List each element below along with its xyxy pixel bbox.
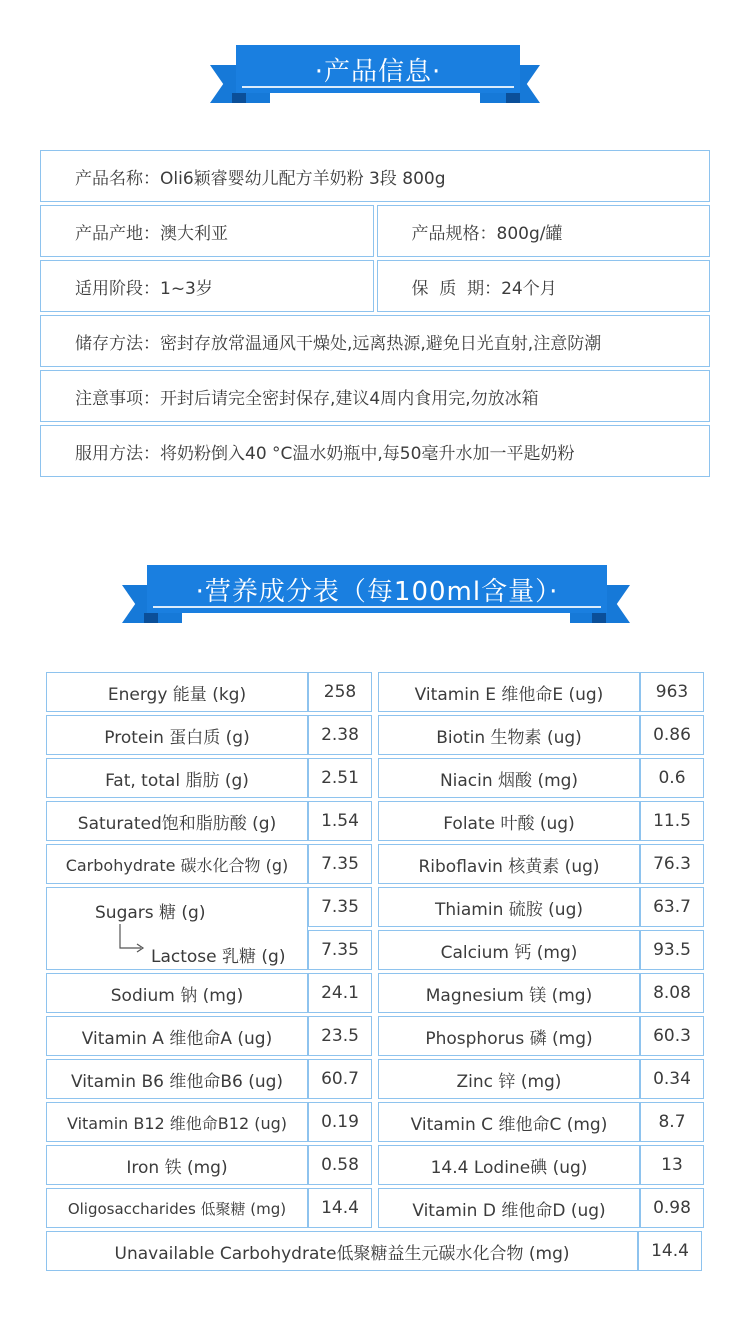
table-row <box>46 1231 704 1271</box>
ribbon-underline <box>242 86 514 88</box>
nutrient-name: Sodium 钠 (mg) <box>46 973 308 1013</box>
nutrient-value: 0.19 <box>308 1102 372 1142</box>
table-row <box>46 1102 704 1142</box>
info-stage: 适用阶段：1~3岁 <box>40 260 374 312</box>
sub-item-arrow-icon <box>119 924 145 954</box>
nutrient-value: 0.34 <box>640 1059 704 1099</box>
nutrient-value: 8.7 <box>640 1102 704 1142</box>
section-title-product-info: ·产品信息· <box>314 56 442 87</box>
info-shelf-life: 保 质 期：24个月 <box>377 260 711 312</box>
table-row <box>46 1188 704 1228</box>
info-origin: 产品产地：澳大利亚 <box>40 205 374 257</box>
nutrient-value: 2.51 <box>308 758 372 798</box>
nutrient-value: 14.4 <box>638 1231 702 1271</box>
nutrient-name: Fat, total 脂肪 (g) <box>46 758 308 798</box>
ribbon-underline <box>153 606 601 608</box>
ribbon-fold-left <box>232 93 246 103</box>
info-notice: 注意事项：开封后请完全密封保存,建议4周内食用完,勿放冰箱 <box>40 370 710 422</box>
nutrient-name: Vitamin E 维他命E (ug) <box>378 672 640 712</box>
nutrient-value: 7.35 <box>308 930 372 970</box>
nutrient-name: 14.4 Lodine碘 (ug) <box>378 1145 640 1185</box>
nutrient-value: 76.3 <box>640 844 704 884</box>
nutrient-name: Niacin 烟酸 (mg) <box>378 758 640 798</box>
nutrient-name: Vitamin A 维他命A (ug) <box>46 1016 308 1056</box>
ribbon-fold-right <box>506 93 520 103</box>
sugars-lactose-cell <box>46 887 308 970</box>
nutrient-name: Iron 铁 (mg) <box>46 1145 308 1185</box>
nutrient-name: Phosphorus 磷 (mg) <box>378 1016 640 1056</box>
nutrient-name: Biotin 生物素 (ug) <box>378 715 640 755</box>
table-row <box>46 973 704 1013</box>
nutrient-value: 258 <box>308 672 372 712</box>
nutrient-value: 60.3 <box>640 1016 704 1056</box>
ribbon-fold-left <box>144 613 158 623</box>
nutrient-value: 8.08 <box>640 973 704 1013</box>
nutrient-name: Vitamin C 维他命C (mg) <box>378 1102 640 1142</box>
info-product-name: 产品名称：Oli6颖睿婴幼儿配方羊奶粉 3段 800g <box>40 150 710 202</box>
nutrient-value: 23.5 <box>308 1016 372 1056</box>
nutrient-value: 0.58 <box>308 1145 372 1185</box>
nutrient-name: Vitamin B12 维他命B12 (ug) <box>46 1102 308 1142</box>
table-row <box>46 844 704 884</box>
nutrient-value: 963 <box>640 672 704 712</box>
nutrition-table <box>46 672 704 1274</box>
nutrient-value: 60.7 <box>308 1059 372 1099</box>
ribbon-fold-right <box>592 613 606 623</box>
table-row <box>46 672 704 712</box>
table-row <box>46 1059 704 1099</box>
nutrient-value: 0.6 <box>640 758 704 798</box>
table-row <box>46 1145 704 1185</box>
nutrient-value: 13 <box>640 1145 704 1185</box>
nutrient-name: Lactose 乳糖 (g) <box>151 947 286 967</box>
nutrient-name: Vitamin B6 维他命B6 (ug) <box>46 1059 308 1099</box>
nutrient-name: Carbohydrate 碳水化合物 (g) <box>46 844 308 884</box>
nutrient-value: 14.4 <box>308 1188 372 1228</box>
nutrient-name: Oligosaccharides 低聚糖 (mg) <box>46 1188 308 1228</box>
nutrient-name: Folate 叶酸 (ug) <box>378 801 640 841</box>
info-storage: 储存方法：密封存放常温通风干燥处,远离热源,避免日光直射,注意防潮 <box>40 315 710 367</box>
info-usage: 服用方法：将奶粉倒入40 °C温水奶瓶中,每50毫升水加一平匙奶粉 <box>40 425 710 477</box>
nutrient-name: Saturated饱和脂肪酸 (g) <box>46 801 308 841</box>
info-spec: 产品规格：800g/罐 <box>377 205 711 257</box>
table-row <box>46 801 704 841</box>
nutrient-name: Unavailable Carbohydrate低聚糖益生元碳水化合物 (mg) <box>46 1231 638 1271</box>
nutrient-value: 0.98 <box>640 1188 704 1228</box>
nutrient-name: Thiamin 硫胺 (ug) <box>378 887 640 927</box>
nutrient-name: Zinc 锌 (mg) <box>378 1059 640 1099</box>
nutrient-value: 7.35 <box>308 844 372 884</box>
nutrient-value: 1.54 <box>308 801 372 841</box>
nutrient-name: Calcium 钙 (mg) <box>378 930 640 970</box>
nutrient-name: Riboflavin 核黄素 (ug) <box>378 844 640 884</box>
table-row <box>46 1016 704 1056</box>
nutrient-value: 24.1 <box>308 973 372 1013</box>
nutrient-name: Magnesium 镁 (mg) <box>378 973 640 1013</box>
nutrient-value: 7.35 <box>308 887 372 927</box>
nutrient-value: 93.5 <box>640 930 704 970</box>
table-row <box>46 758 704 798</box>
section-title-nutrition: ·营养成分表（每100ml含量）· <box>195 576 559 607</box>
ribbon-main <box>236 45 520 93</box>
nutrient-name: Protein 蛋白质 (g) <box>46 715 308 755</box>
product-info-table <box>40 150 710 480</box>
nutrient-name: Sugars 糖 (g) <box>95 903 206 923</box>
nutrient-name: Vitamin D 维他命D (ug) <box>378 1188 640 1228</box>
nutrient-name: Energy 能量 (kg) <box>46 672 308 712</box>
nutrient-value: 2.38 <box>308 715 372 755</box>
table-row <box>46 715 704 755</box>
nutrient-value: 11.5 <box>640 801 704 841</box>
nutrient-value: 0.86 <box>640 715 704 755</box>
nutrient-value: 63.7 <box>640 887 704 927</box>
ribbon-main <box>147 565 607 613</box>
